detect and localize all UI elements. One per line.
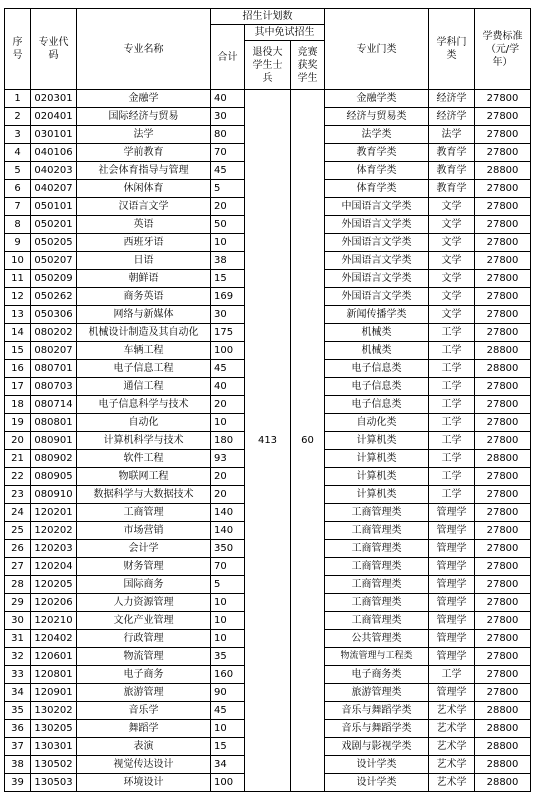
row-total: 45 <box>211 360 245 378</box>
row-total: 90 <box>211 684 245 702</box>
row-name: 旅游管理 <box>77 684 211 702</box>
row-total: 40 <box>211 378 245 396</box>
row-category: 电子商务类 <box>325 666 429 684</box>
row-name: 网络与新媒体 <box>77 306 211 324</box>
row-fee: 27800 <box>475 252 531 270</box>
row-category: 电子信息类 <box>325 396 429 414</box>
row-total: 40 <box>211 90 245 108</box>
row-name: 人力资源管理 <box>77 594 211 612</box>
row-seq: 5 <box>5 162 31 180</box>
row-fee: 27800 <box>475 288 531 306</box>
row-category: 自动化类 <box>325 414 429 432</box>
row-seq: 34 <box>5 684 31 702</box>
row-category: 设计学类 <box>325 774 429 792</box>
row-discipline: 文学 <box>429 234 475 252</box>
row-seq: 38 <box>5 756 31 774</box>
row-total: 10 <box>211 720 245 738</box>
row-discipline: 文学 <box>429 288 475 306</box>
row-discipline: 管理学 <box>429 558 475 576</box>
row-category: 计算机类 <box>325 432 429 450</box>
row-code: 050205 <box>31 234 77 252</box>
row-code: 030101 <box>31 126 77 144</box>
row-code: 040203 <box>31 162 77 180</box>
row-category: 体育学类 <box>325 162 429 180</box>
row-seq: 9 <box>5 234 31 252</box>
row-name: 物流管理 <box>77 648 211 666</box>
row-fee: 27800 <box>475 504 531 522</box>
row-code: 080910 <box>31 486 77 504</box>
row-seq: 39 <box>5 774 31 792</box>
row-fee: 27800 <box>475 216 531 234</box>
row-code: 050209 <box>31 270 77 288</box>
row-seq: 11 <box>5 270 31 288</box>
row-name: 财务管理 <box>77 558 211 576</box>
row-discipline: 工学 <box>429 414 475 432</box>
header-seq: 序 号 <box>5 9 31 90</box>
row-seq: 25 <box>5 522 31 540</box>
row-discipline: 工学 <box>429 342 475 360</box>
row-fee: 27800 <box>475 90 531 108</box>
row-category: 法学类 <box>325 126 429 144</box>
row-seq: 1 <box>5 90 31 108</box>
row-total: 80 <box>211 126 245 144</box>
row-code: 120201 <box>31 504 77 522</box>
header-plan: 招生计划数 <box>211 9 325 25</box>
header-veteran: 退役大 学生士 兵 <box>245 41 291 90</box>
row-discipline: 文学 <box>429 252 475 270</box>
row-name: 休闲体育 <box>77 180 211 198</box>
row-seq: 15 <box>5 342 31 360</box>
row-name: 国际经济与贸易 <box>77 108 211 126</box>
veteran-total-cell: 413 <box>245 90 291 792</box>
row-total: 30 <box>211 306 245 324</box>
row-discipline: 文学 <box>429 270 475 288</box>
row-discipline: 法学 <box>429 126 475 144</box>
row-name: 电子商务 <box>77 666 211 684</box>
row-total: 140 <box>211 504 245 522</box>
row-category: 外国语言文学类 <box>325 288 429 306</box>
row-discipline: 工学 <box>429 468 475 486</box>
row-seq: 20 <box>5 432 31 450</box>
row-category: 金融学类 <box>325 90 429 108</box>
row-fee: 28800 <box>475 756 531 774</box>
row-total: 140 <box>211 522 245 540</box>
row-name: 汉语言文学 <box>77 198 211 216</box>
row-discipline: 教育学 <box>429 144 475 162</box>
row-name: 电子信息工程 <box>77 360 211 378</box>
row-seq: 35 <box>5 702 31 720</box>
row-seq: 29 <box>5 594 31 612</box>
row-fee: 27800 <box>475 558 531 576</box>
row-fee: 28800 <box>475 360 531 378</box>
row-total: 15 <box>211 270 245 288</box>
row-total: 5 <box>211 180 245 198</box>
row-fee: 27800 <box>475 612 531 630</box>
row-code: 050262 <box>31 288 77 306</box>
row-category: 物流管理与工程类 <box>325 648 429 666</box>
row-discipline: 管理学 <box>429 594 475 612</box>
row-discipline: 管理学 <box>429 504 475 522</box>
row-code: 120901 <box>31 684 77 702</box>
row-total: 20 <box>211 468 245 486</box>
row-total: 45 <box>211 162 245 180</box>
row-total: 175 <box>211 324 245 342</box>
row-code: 050207 <box>31 252 77 270</box>
row-category: 电子信息类 <box>325 378 429 396</box>
row-fee: 27800 <box>475 126 531 144</box>
row-total: 93 <box>211 450 245 468</box>
row-seq: 2 <box>5 108 31 126</box>
row-category: 工商管理类 <box>325 576 429 594</box>
row-fee: 28800 <box>475 342 531 360</box>
row-name: 日语 <box>77 252 211 270</box>
row-total: 160 <box>211 666 245 684</box>
row-fee: 27800 <box>475 234 531 252</box>
row-category: 工商管理类 <box>325 540 429 558</box>
row-fee: 27800 <box>475 324 531 342</box>
row-name: 工商管理 <box>77 504 211 522</box>
row-fee: 27800 <box>475 666 531 684</box>
row-discipline: 教育学 <box>429 162 475 180</box>
row-category: 工商管理类 <box>325 522 429 540</box>
row-discipline: 教育学 <box>429 180 475 198</box>
row-name: 计算机科学与技术 <box>77 432 211 450</box>
row-discipline: 艺术学 <box>429 756 475 774</box>
row-code: 130205 <box>31 720 77 738</box>
row-category: 计算机类 <box>325 450 429 468</box>
row-discipline: 管理学 <box>429 576 475 594</box>
row-total: 34 <box>211 756 245 774</box>
row-fee: 28800 <box>475 774 531 792</box>
row-discipline: 艺术学 <box>429 738 475 756</box>
row-fee: 27800 <box>475 108 531 126</box>
row-discipline: 管理学 <box>429 522 475 540</box>
row-name: 软件工程 <box>77 450 211 468</box>
row-name: 金融学 <box>77 90 211 108</box>
row-total: 50 <box>211 216 245 234</box>
row-fee: 27800 <box>475 432 531 450</box>
row-fee: 28800 <box>475 738 531 756</box>
row-category: 工商管理类 <box>325 558 429 576</box>
row-seq: 16 <box>5 360 31 378</box>
row-seq: 36 <box>5 720 31 738</box>
row-total: 10 <box>211 612 245 630</box>
row-name: 西班牙语 <box>77 234 211 252</box>
row-discipline: 文学 <box>429 198 475 216</box>
row-code: 080202 <box>31 324 77 342</box>
row-name: 会计学 <box>77 540 211 558</box>
row-name: 物联网工程 <box>77 468 211 486</box>
row-fee: 27800 <box>475 396 531 414</box>
row-total: 100 <box>211 342 245 360</box>
row-total: 45 <box>211 702 245 720</box>
table-row <box>5 90 531 108</box>
row-seq: 27 <box>5 558 31 576</box>
row-name: 数据科学与大数据技术 <box>77 486 211 504</box>
row-fee: 27800 <box>475 468 531 486</box>
row-fee: 28800 <box>475 450 531 468</box>
row-code: 130502 <box>31 756 77 774</box>
row-code: 120203 <box>31 540 77 558</box>
row-category: 旅游管理类 <box>325 684 429 702</box>
row-code: 130202 <box>31 702 77 720</box>
row-name: 电子信息科学与技术 <box>77 396 211 414</box>
row-total: 180 <box>211 432 245 450</box>
row-category: 计算机类 <box>325 468 429 486</box>
row-category: 教育学类 <box>325 144 429 162</box>
row-code: 120601 <box>31 648 77 666</box>
row-code: 120205 <box>31 576 77 594</box>
row-name: 法学 <box>77 126 211 144</box>
row-discipline: 工学 <box>429 396 475 414</box>
row-category: 戏剧与影视学类 <box>325 738 429 756</box>
row-category: 工商管理类 <box>325 504 429 522</box>
row-category: 体育学类 <box>325 180 429 198</box>
row-fee: 27800 <box>475 270 531 288</box>
row-category: 公共管理类 <box>325 630 429 648</box>
row-fee: 27800 <box>475 414 531 432</box>
row-name: 自动化 <box>77 414 211 432</box>
row-seq: 31 <box>5 630 31 648</box>
header-discipline: 学科门 类 <box>429 9 475 90</box>
row-category: 外国语言文学类 <box>325 270 429 288</box>
row-total: 5 <box>211 576 245 594</box>
table-header <box>5 9 531 90</box>
header-name: 专业名称 <box>77 9 211 90</box>
row-seq: 28 <box>5 576 31 594</box>
award-total-cell: 60 <box>291 90 325 792</box>
row-discipline: 艺术学 <box>429 774 475 792</box>
row-fee: 28800 <box>475 162 531 180</box>
row-fee: 27800 <box>475 144 531 162</box>
row-code: 120204 <box>31 558 77 576</box>
row-total: 30 <box>211 108 245 126</box>
row-code: 040106 <box>31 144 77 162</box>
row-discipline: 管理学 <box>429 648 475 666</box>
row-seq: 26 <box>5 540 31 558</box>
header-award: 竞赛 获奖 学生 <box>291 41 325 90</box>
row-name: 表演 <box>77 738 211 756</box>
header-exempt: 其中免试招生 <box>245 25 325 41</box>
row-total: 10 <box>211 234 245 252</box>
row-seq: 14 <box>5 324 31 342</box>
row-name: 机械设计制造及其自动化 <box>77 324 211 342</box>
row-seq: 10 <box>5 252 31 270</box>
row-name: 英语 <box>77 216 211 234</box>
row-category: 机械类 <box>325 324 429 342</box>
row-name: 商务英语 <box>77 288 211 306</box>
row-total: 350 <box>211 540 245 558</box>
row-fee: 27800 <box>475 198 531 216</box>
row-name: 环境设计 <box>77 774 211 792</box>
row-total: 38 <box>211 252 245 270</box>
row-code: 080905 <box>31 468 77 486</box>
row-code: 080207 <box>31 342 77 360</box>
row-seq: 19 <box>5 414 31 432</box>
row-category: 外国语言文学类 <box>325 252 429 270</box>
row-seq: 6 <box>5 180 31 198</box>
row-discipline: 工学 <box>429 324 475 342</box>
row-category: 新闻传播学类 <box>325 306 429 324</box>
row-fee: 27800 <box>475 180 531 198</box>
row-total: 70 <box>211 144 245 162</box>
row-discipline: 工学 <box>429 450 475 468</box>
row-code: 120210 <box>31 612 77 630</box>
row-seq: 23 <box>5 486 31 504</box>
row-name: 舞蹈学 <box>77 720 211 738</box>
row-total: 100 <box>211 774 245 792</box>
header-fee: 学费标准 （元/学 年） <box>475 9 531 90</box>
row-name: 朝鲜语 <box>77 270 211 288</box>
row-name: 通信工程 <box>77 378 211 396</box>
row-fee: 27800 <box>475 378 531 396</box>
row-fee: 27800 <box>475 486 531 504</box>
row-fee: 27800 <box>475 648 531 666</box>
enrollment-plan-table <box>4 8 531 792</box>
row-fee: 28800 <box>475 702 531 720</box>
row-category: 计算机类 <box>325 486 429 504</box>
row-code: 050101 <box>31 198 77 216</box>
row-discipline: 经济学 <box>429 108 475 126</box>
row-total: 70 <box>211 558 245 576</box>
row-total: 15 <box>211 738 245 756</box>
header-category: 专业门类 <box>325 9 429 90</box>
row-code: 080902 <box>31 450 77 468</box>
row-code: 080901 <box>31 432 77 450</box>
row-total: 20 <box>211 486 245 504</box>
row-name: 音乐学 <box>77 702 211 720</box>
row-fee: 27800 <box>475 684 531 702</box>
row-fee: 27800 <box>475 306 531 324</box>
row-category: 工商管理类 <box>325 594 429 612</box>
row-category: 工商管理类 <box>325 612 429 630</box>
row-discipline: 工学 <box>429 360 475 378</box>
row-code: 080801 <box>31 414 77 432</box>
row-seq: 21 <box>5 450 31 468</box>
row-name: 国际商务 <box>77 576 211 594</box>
row-code: 130503 <box>31 774 77 792</box>
row-category: 外国语言文学类 <box>325 234 429 252</box>
row-name: 车辆工程 <box>77 342 211 360</box>
row-name: 市场营销 <box>77 522 211 540</box>
row-seq: 37 <box>5 738 31 756</box>
row-seq: 3 <box>5 126 31 144</box>
row-code: 020401 <box>31 108 77 126</box>
row-name: 文化产业管理 <box>77 612 211 630</box>
row-category: 机械类 <box>325 342 429 360</box>
row-category: 外国语言文学类 <box>325 216 429 234</box>
row-name: 学前教育 <box>77 144 211 162</box>
row-discipline: 管理学 <box>429 612 475 630</box>
row-code: 080703 <box>31 378 77 396</box>
row-discipline: 经济学 <box>429 90 475 108</box>
row-code: 120801 <box>31 666 77 684</box>
row-discipline: 文学 <box>429 216 475 234</box>
row-code: 120402 <box>31 630 77 648</box>
row-category: 音乐与舞蹈学类 <box>325 702 429 720</box>
row-category: 电子信息类 <box>325 360 429 378</box>
row-seq: 30 <box>5 612 31 630</box>
table-body <box>5 90 531 792</box>
row-code: 050201 <box>31 216 77 234</box>
row-code: 120202 <box>31 522 77 540</box>
row-name: 视觉传达设计 <box>77 756 211 774</box>
enrollment-plan-table-wrapper <box>4 8 531 792</box>
row-seq: 8 <box>5 216 31 234</box>
row-seq: 33 <box>5 666 31 684</box>
row-seq: 13 <box>5 306 31 324</box>
row-total: 35 <box>211 648 245 666</box>
row-seq: 32 <box>5 648 31 666</box>
row-discipline: 工学 <box>429 378 475 396</box>
row-category: 经济与贸易类 <box>325 108 429 126</box>
row-fee: 27800 <box>475 594 531 612</box>
row-seq: 4 <box>5 144 31 162</box>
row-code: 020301 <box>31 90 77 108</box>
header-code: 专业代 码 <box>31 9 77 90</box>
row-fee: 27800 <box>475 522 531 540</box>
row-seq: 18 <box>5 396 31 414</box>
row-total: 10 <box>211 630 245 648</box>
row-total: 20 <box>211 198 245 216</box>
row-discipline: 文学 <box>429 306 475 324</box>
row-discipline: 艺术学 <box>429 702 475 720</box>
row-discipline: 管理学 <box>429 540 475 558</box>
row-fee: 27800 <box>475 630 531 648</box>
row-name: 行政管理 <box>77 630 211 648</box>
row-seq: 7 <box>5 198 31 216</box>
row-discipline: 艺术学 <box>429 720 475 738</box>
row-code: 080714 <box>31 396 77 414</box>
row-total: 10 <box>211 414 245 432</box>
row-fee: 27800 <box>475 540 531 558</box>
row-discipline: 工学 <box>429 486 475 504</box>
row-code: 130301 <box>31 738 77 756</box>
row-discipline: 工学 <box>429 432 475 450</box>
row-category: 音乐与舞蹈学类 <box>325 720 429 738</box>
row-discipline: 工学 <box>429 666 475 684</box>
row-fee: 28800 <box>475 720 531 738</box>
row-seq: 12 <box>5 288 31 306</box>
row-discipline: 管理学 <box>429 684 475 702</box>
row-code: 120206 <box>31 594 77 612</box>
row-seq: 17 <box>5 378 31 396</box>
row-name: 社会体育指导与管理 <box>77 162 211 180</box>
row-code: 040207 <box>31 180 77 198</box>
row-discipline: 管理学 <box>429 630 475 648</box>
row-code: 080701 <box>31 360 77 378</box>
row-total: 10 <box>211 594 245 612</box>
row-code: 050306 <box>31 306 77 324</box>
row-category: 设计学类 <box>325 756 429 774</box>
row-seq: 22 <box>5 468 31 486</box>
header-total: 合计 <box>211 25 245 90</box>
row-total: 20 <box>211 396 245 414</box>
row-fee: 27800 <box>475 576 531 594</box>
row-total: 169 <box>211 288 245 306</box>
row-category: 中国语言文学类 <box>325 198 429 216</box>
row-seq: 24 <box>5 504 31 522</box>
